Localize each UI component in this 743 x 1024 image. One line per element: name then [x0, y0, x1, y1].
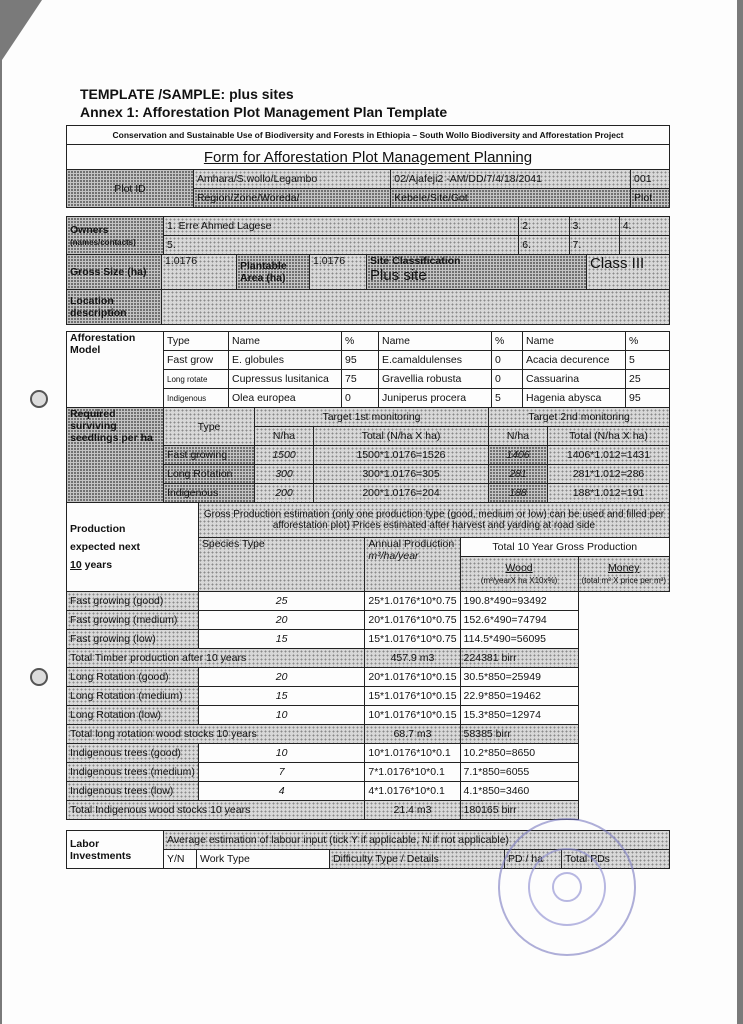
production-cell: 7*1.0176*10*0.1 [365, 763, 460, 782]
table-row [67, 744, 670, 763]
model-header-pct-1: % [342, 332, 379, 351]
location-value [162, 290, 670, 325]
model-cell: Cupressus lusitanica [229, 370, 342, 389]
production-note: Gross Production estimation (only one production type (good, medium or low) can be used and filled per afforestation plot) Prices estimated after harvest and yarding at road side [198, 503, 669, 538]
seedling-cell: 188 [489, 484, 548, 503]
table-row [67, 687, 670, 706]
production-cell: 22.9*850=19462 [460, 687, 578, 706]
production-total-cell: 68.7 m3 [365, 725, 460, 744]
model-header-name-2: Name [379, 332, 492, 351]
labor-label: Labor Investments [67, 831, 164, 869]
seedling-cell: 281*1.012=286 [548, 465, 670, 484]
model-cell: E.camaldulenses [379, 351, 492, 370]
seedling-cell: 1500*1.0176=1526 [314, 446, 489, 465]
seedling-cell: Long Rotation [164, 465, 255, 484]
model-header-name-3: Name [523, 332, 626, 351]
production-cell: 20*1.0176*10*0.15 [365, 668, 460, 687]
model-cell: 95 [626, 389, 670, 408]
model-cell: 5 [626, 351, 670, 370]
seedling-cell: Fast growing [164, 446, 255, 465]
species-type-header: Species Type [198, 538, 364, 592]
production-cell: Long Rotation (good) [67, 668, 199, 687]
production-cell: 190.8*490=93492 [460, 592, 578, 611]
production-total-cell: 180165 birr [460, 801, 578, 820]
project-name: Conservation and Sustainable Use of Biodiversity and Forests in Ethiopia – South Wollo Biodiversity and Afforestation Project [67, 126, 670, 145]
region-label: Region/Zone/Woreda/ [194, 189, 391, 208]
production-total-cell: Total Indigenous wood stocks 10 years [67, 801, 365, 820]
production-cell: 15*1.0176*10*0.15 [365, 687, 460, 706]
model-cell: 75 [342, 370, 379, 389]
production-cell: 4.1*850=3460 [460, 782, 578, 801]
production-cell: 20 [198, 611, 364, 630]
model-cell: 0 [492, 370, 523, 389]
target-2-total: Total (N/ha X ha) [548, 427, 670, 446]
production-cell: 4 [198, 782, 364, 801]
seedlings-label: Required surviving seedlings per ha [67, 408, 164, 503]
table-row [67, 592, 670, 611]
table-row [67, 763, 670, 782]
production-cell: Fast growing (low) [67, 630, 199, 649]
owners-table [66, 216, 670, 255]
production-cell: 7.1*850=6055 [460, 763, 578, 782]
production-cell: Indigenous trees (good) [67, 744, 199, 763]
annex-heading: Annex 1: Afforestation Plot Management Plan Template [80, 104, 448, 120]
model-cell: Fast grow [164, 351, 229, 370]
seedling-cell: 1500 [255, 446, 314, 465]
model-cell: 5 [492, 389, 523, 408]
model-cell: Indigenous [164, 389, 229, 408]
production-total-cell: 58385 birr [460, 725, 578, 744]
punch-hole-icon [30, 390, 48, 408]
annual-production-header [365, 538, 460, 592]
seedling-cell: 300*1.0176=305 [314, 465, 489, 484]
seedling-cell: 200 [255, 484, 314, 503]
model-header-pct-2: % [492, 332, 523, 351]
gross-size-label: Gross Size (ha) [67, 255, 162, 290]
production-cell: Long Rotation (medium) [67, 687, 199, 706]
labor-header-work-type: Work Type [197, 850, 330, 869]
annual-production-text: Annual Production [368, 538, 455, 550]
model-header-type: Type [164, 332, 229, 351]
plot-id-label: Plot ID [67, 170, 194, 208]
production-cell: Fast growing (good) [67, 592, 199, 611]
total-row [67, 801, 670, 820]
form-header-table [66, 125, 670, 208]
owner-2: 2. [519, 217, 569, 236]
plantable-value: 1.0176 [310, 255, 367, 290]
model-cell: 25 [626, 370, 670, 389]
target-1-header: Target 1st monitoring [255, 408, 489, 427]
kebele-value: 02/Ajafeji2 -AM/DD/7/4/18/2041 [391, 170, 631, 189]
seedlings-table [66, 407, 670, 503]
table-row [67, 668, 670, 687]
wood-header [460, 557, 578, 592]
model-header-name-1: Name [229, 332, 342, 351]
model-cell: Cassuarina [523, 370, 626, 389]
production-cell: 152.6*490=74794 [460, 611, 578, 630]
production-total-cell: 224381 birr [460, 649, 578, 668]
total-row [67, 649, 670, 668]
production-cell: 4*1.0176*10*0.1 [365, 782, 460, 801]
folded-corner [2, 0, 42, 60]
production-table [66, 502, 670, 820]
annual-production-unit: m³/ha/year [368, 550, 419, 562]
production-label-line: expected next [70, 541, 141, 553]
seedlings-type-header: Type [164, 408, 255, 446]
production-cell: 10*1.0176*10*0.1 [365, 744, 460, 763]
production-cell: 15*1.0176*10*0.75 [365, 630, 460, 649]
stamp-emblem-icon [552, 872, 582, 902]
size-table [66, 254, 670, 325]
model-cell: E. globules [229, 351, 342, 370]
model-cell: 95 [342, 351, 379, 370]
production-cell: 10.2*850=8650 [460, 744, 578, 763]
model-cell: 0 [492, 351, 523, 370]
table-row [67, 782, 670, 801]
site-class-label: Site Classification [370, 255, 461, 267]
location-label: Location description [67, 290, 162, 325]
model-cell: Juniperus procera [379, 389, 492, 408]
target-1-total: Total (N/ha X ha) [314, 427, 489, 446]
money-header-text: Money [608, 562, 640, 574]
production-cell: 20*1.0176*10*0.75 [365, 611, 460, 630]
seedling-cell: 1406*1.012=1431 [548, 446, 670, 465]
template-heading: TEMPLATE /SAMPLE: plus sites [80, 86, 294, 102]
gross-size-value: 1.0176 [162, 255, 237, 290]
production-cell: 114.5*490=56095 [460, 630, 578, 649]
class-value: Class III [587, 255, 670, 290]
total-row [67, 725, 670, 744]
plot-value: 001 [631, 170, 670, 189]
seedling-cell: 281 [489, 465, 548, 484]
owner-empty [619, 236, 669, 255]
production-total-cell: 457.9 m3 [365, 649, 460, 668]
table-row [67, 706, 670, 725]
production-total-cell: Total long rotation wood stocks 10 years [67, 725, 365, 744]
labor-note: Average estimation of labour input (tick Y if applicable, N if not applicable) [164, 831, 670, 850]
production-cell: 30.5*850=25949 [460, 668, 578, 687]
owner-4: 4. [619, 217, 669, 236]
production-cell: 25 [198, 592, 364, 611]
model-cell: 0 [342, 389, 379, 408]
production-label [67, 503, 199, 592]
production-cell: Fast growing (medium) [67, 611, 199, 630]
owner-7: 7. [569, 236, 619, 255]
model-cell: Olea europea [229, 389, 342, 408]
wood-header-text: Wood [505, 562, 533, 574]
production-label-years-number: 10 [70, 559, 82, 571]
plantable-label: Plantable Area (ha) [237, 255, 310, 290]
labor-header-total-pds: Total PDs [562, 850, 670, 869]
seedling-cell: 200*1.0176=204 [314, 484, 489, 503]
model-cell: Hagenia abysca [523, 389, 626, 408]
total-production-header: Total 10 Year Gross Production [460, 538, 669, 557]
seedling-cell: 300 [255, 465, 314, 484]
production-cell: 15 [198, 630, 364, 649]
owners-sub-label: (names/contacts) [70, 237, 136, 247]
plot-label: Plot [631, 189, 670, 208]
afforestation-model-label: Afforestation Model [67, 332, 164, 408]
target-2-nha: N/ha [489, 427, 548, 446]
production-cell: 10 [198, 744, 364, 763]
money-header-unit: (total m³ X price per m³) [581, 576, 666, 585]
seedling-cell: 188*1.012=191 [548, 484, 670, 503]
labor-header-difficulty: Difficulty Type / Details [330, 850, 505, 869]
production-total-cell: 21.4 m3 [365, 801, 460, 820]
money-header [578, 557, 669, 592]
production-cell: Indigenous trees (low) [67, 782, 199, 801]
owner-6: 6. [519, 236, 569, 255]
site-class-value: Plus site [370, 267, 427, 284]
table-row [67, 630, 670, 649]
production-cell: 25*1.0176*10*0.75 [365, 592, 460, 611]
production-cell: 7 [198, 763, 364, 782]
model-cell: Long rotate [164, 370, 229, 389]
punch-hole-icon [30, 668, 48, 686]
stamp-inner-ring [528, 848, 606, 926]
wood-header-unit: (m³/yearX ha X10x%) [480, 576, 558, 585]
table-row [67, 611, 670, 630]
kebele-label: Kebele/Site/Got [391, 189, 631, 208]
production-cell: 15 [198, 687, 364, 706]
production-cell: 10*1.0176*10*0.15 [365, 706, 460, 725]
production-cell: Indigenous trees (medium) [67, 763, 199, 782]
owners-label-text: Owners [70, 223, 109, 236]
seedling-cell: Indigenous [164, 484, 255, 503]
production-total-cell: Total Timber production after 10 years [67, 649, 365, 668]
labor-header-pd-ha: PD / ha [505, 850, 562, 869]
owners-label [67, 217, 164, 255]
owner-1: 1. Erre Ahmed Lagese [164, 217, 519, 236]
model-cell: Acacia decurence [523, 351, 626, 370]
site-classification [367, 255, 587, 290]
afforestation-model-table [66, 331, 670, 408]
model-cell: Gravellia robusta [379, 370, 492, 389]
production-cell: 15.3*850=12974 [460, 706, 578, 725]
seedling-cell: 1406 [489, 446, 548, 465]
official-stamp-icon [498, 818, 636, 956]
form-title: Form for Afforestation Plot Management Planning [67, 145, 670, 170]
owner-3: 3. [569, 217, 619, 236]
target-1-nha: N/ha [255, 427, 314, 446]
owner-5: 5. [164, 236, 519, 255]
region-value: Amhara/S.wollo/Legambo [194, 170, 391, 189]
production-label-years-text: years [81, 559, 113, 571]
production-cell: 20 [198, 668, 364, 687]
production-cell: 10 [198, 706, 364, 725]
model-header-pct-3: % [626, 332, 670, 351]
target-2-header: Target 2nd monitoring [489, 408, 670, 427]
production-label-line: Production [70, 523, 126, 535]
production-cell: Long Rotation (low) [67, 706, 199, 725]
labor-header-yn: Y/N [164, 850, 197, 869]
